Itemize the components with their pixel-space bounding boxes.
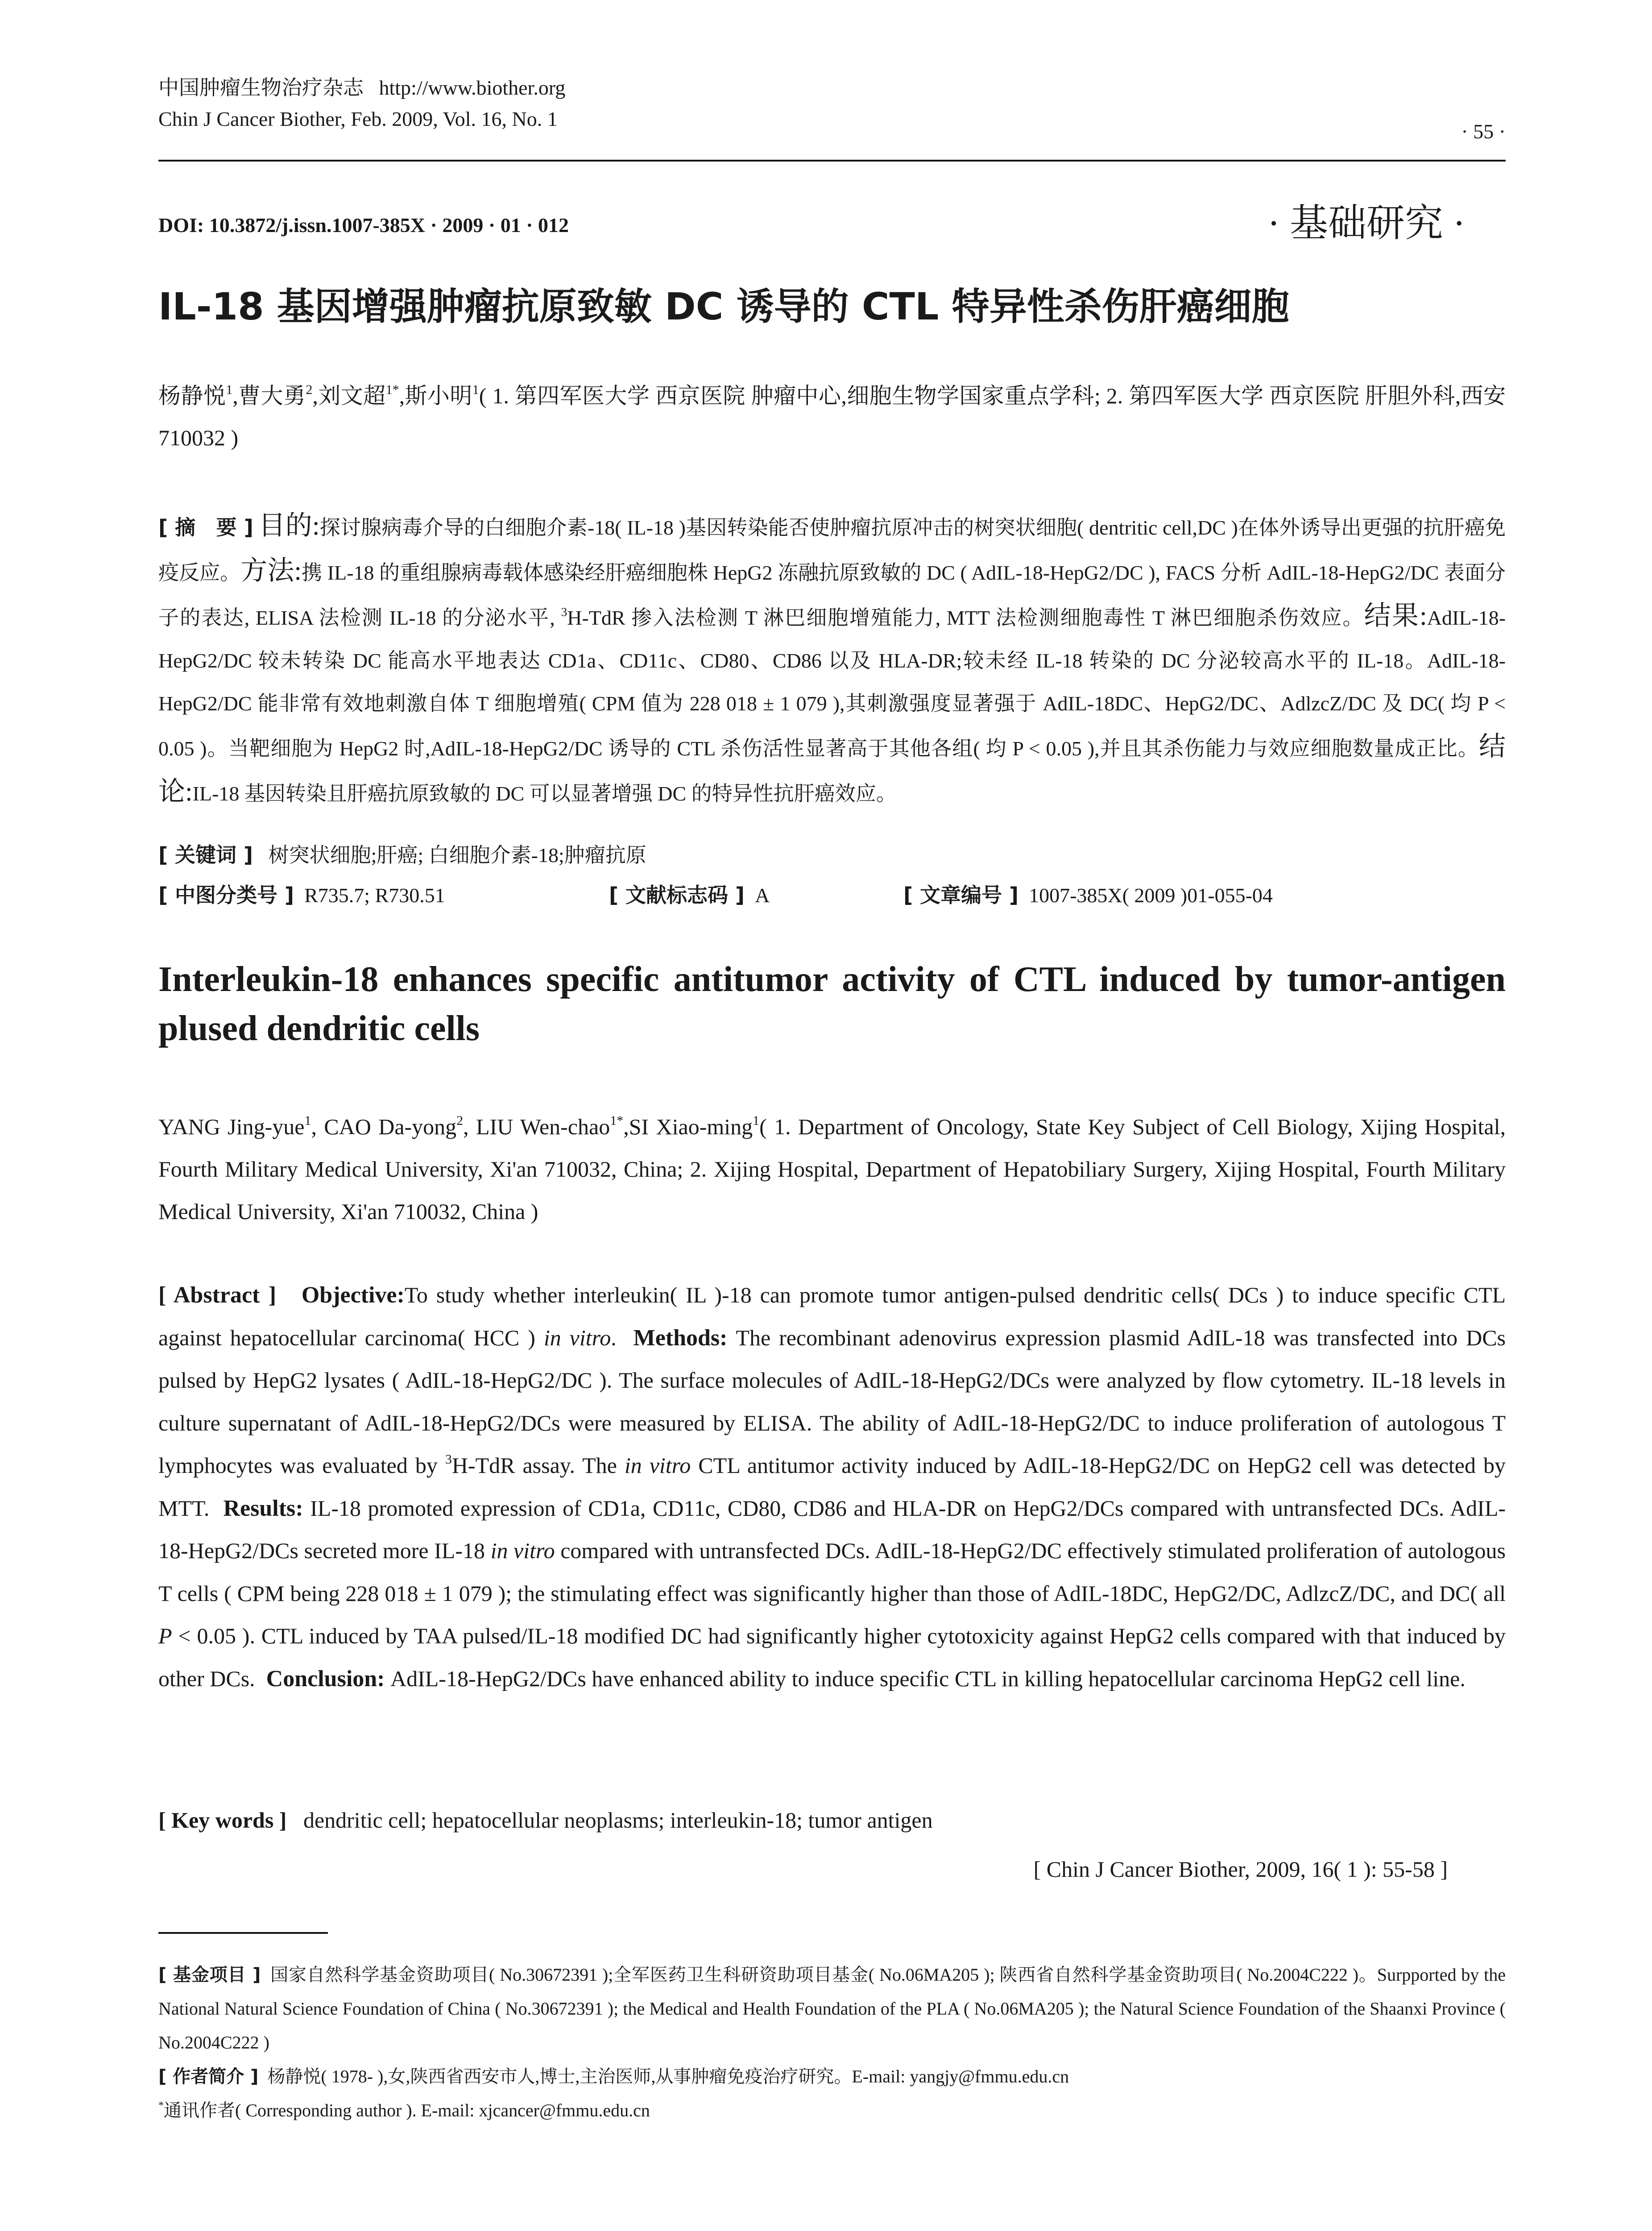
methods-text-en-b: H-TdR assay. The — [451, 1453, 625, 1478]
doi: DOI: 10.3872/j.issn.1007-385X · 2009 · 01 · 012 — [158, 214, 569, 236]
objective-label-en: Objective: — [301, 1282, 405, 1308]
author-sup: 1 — [472, 382, 479, 397]
author-bio-text: 杨静悦( 1978- ),女,陕西省西安市人,博士,主治医师,从事肿瘤免疫治疗研究。E-mail: yangjy@fmmu.edu.cn — [267, 2066, 1069, 2086]
author-sup: 1 — [226, 382, 233, 397]
results-label-cn: 结果: — [1364, 601, 1427, 630]
clc-label: [ 中图分类号 ] — [158, 883, 294, 907]
corresponding-text: 通讯作者( Corresponding author ). E-mail: xjcancer@fmmu.edu.cn — [164, 2100, 650, 2120]
author-sup: 2 — [456, 1113, 464, 1128]
keywords-cn — [158, 839, 646, 868]
keywords-en-value: dendritic cell; hepatocellular neoplasms; interleukin-18; tumor antigen — [303, 1808, 933, 1833]
author-name: CAO Da-yong — [324, 1114, 457, 1139]
abstract-en — [158, 1274, 1506, 1700]
document-code — [609, 879, 770, 908]
methods-text-en: The recombinant adenovirus expression plasmid AdIL-18 was transfected into DCs pulsed by HepG2 lysates ( AdIL-18-HepG2/DC ). The surface molecules of AdIL-18-HepG2/DCs were analyzed by flow cytometry. IL-18 levels in culture supernatant of AdIL-18-HepG2/DCs were measured by ELISA. The ability of AdIL-18-HepG2/DC to induce proliferation of autologous T lymphocytes was evaluated by — [158, 1325, 1506, 1478]
author-name: LIU Wen-chao — [476, 1114, 610, 1139]
header-rule — [158, 160, 1506, 162]
methods-label-cn: 方法: — [240, 556, 302, 585]
results-text-en-b: compared with untransfected DCs. AdIL-18-HepG2/DC effectively stimulated proliferation of autologous T cells ( CPM being 228 018 ± 1 079 ); the stimulating effect was significantly higher than those of AdIL-18DC, HepG2/DC, AdlzcZ/DC, and DC( all — [158, 1538, 1506, 1606]
objective-text-en: To study whether interleukin( IL )-18 can promote tumor antigen-pulsed dendritic cells( DCs ) to induce specific CTL against hepatocellular carcinoma( HCC ) — [158, 1282, 1506, 1350]
author-bio-label: [ 作者简介 ] — [158, 2066, 259, 2087]
author-name: 刘文超 — [318, 383, 386, 408]
keywords-cn-label: [ 关键词 ] — [158, 843, 253, 867]
author-sup: 1 — [753, 1113, 760, 1128]
running-header-en: Chin J Cancer Biother, Feb. 2009, Vol. 16, No. 1 — [158, 108, 558, 130]
author-name: 杨静悦 — [158, 383, 226, 408]
corresponding-mark: * — [158, 2100, 164, 2112]
author-name: 曹大勇 — [238, 383, 306, 408]
footnote-author-bio — [158, 2060, 1506, 2094]
methods-text-en-c: CTL antitumor activity induced by AdIL-18-HepG2/DC on HepG2 cell was detected by MTT. — [158, 1453, 1506, 1521]
article-no-value: 1007-385X( 2009 )01-055-04 — [1029, 884, 1273, 907]
italic-p: P — [158, 1623, 172, 1648]
title-cn: IL-18 基因增强肿瘤抗原致敏 DC 诱导的 CTL 特异性杀伤肝癌细胞 — [158, 285, 1289, 328]
author-name: SI Xiao-ming — [629, 1114, 753, 1139]
results-text-cn: AdIL-18-HepG2/DC 较未转染 DC 能高水平地表达 CD1a、CD11c、CD80、CD86 以及 HLA-DR;较未经 IL-18 转染的 DC 分泌较高水平的 IL-18。AdIL-18-HepG2/DC 能非常有效地刺激自体 T 细胞增殖( CPM 值为 228 018 ± 1 079 ),其刺激强度显著强于 AdIL-18DC、HepG2/DC、AdlzcZ/DC 及 DC( 均 P < 0.05 )。当靶细胞为 HepG2 时,AdIL-18-HepG2/DC 诱导的 CTL 杀伤活性显著高于其他各组( 均 P < 0.05 ),并且其杀伤能力与效应细胞数量成正比。 — [158, 606, 1506, 760]
author-name: YANG Jing-yue — [158, 1114, 305, 1139]
methods-sup-cn: 3 — [561, 605, 567, 619]
authors-en: YANG Jing-yue$^1$, CAO Da-yong$^2$, LIU Wen-chao$^{1*}$,SI Xiao-ming$^1$( 1. Department of Oncology, State Key Subject of Cell Biology, Xijing Hospital, Fourth Military Medical University, Xi'an 710032, China; 2. Xijing Hospital, Department of Hepatobiliary Surgery, Xijing Hospital, Fourth Military Medical University, Xi'an 710032, China ) — [158, 1113, 1506, 1224]
author-sup: 1* — [610, 1113, 624, 1128]
conclusion-label-en: Conclusion: — [266, 1666, 385, 1692]
journal-name-cn: 中国肿瘤生物治疗杂志 — [158, 76, 364, 99]
footnotes — [158, 1958, 1506, 2127]
conclusion-text-cn: IL-18 基因转染且肝癌抗原致敏的 DC 可以显著增强 DC 的特异性抗肝癌效应。 — [192, 782, 897, 805]
abstract-cn — [158, 504, 1506, 815]
results-text-en: IL-18 promoted expression of CD1a, CD11c, CD80, CD86 and HLA-DR on HepG2/DCs compared with untransfected DCs. AdIL-18-HepG2/DCs secreted more IL-18 — [158, 1495, 1506, 1563]
author-sup: 1* — [385, 382, 399, 397]
keywords-en-label: [ Key words ] — [158, 1808, 287, 1833]
conclusion-label-cn: 结论: — [158, 732, 1506, 806]
article-no-label: [ 文章编号 ] — [903, 883, 1019, 907]
keywords-en — [158, 1807, 933, 1833]
affiliation-cn: ( 1. 第四军医大学 西京医院 肿瘤中心,细胞生物学国家重点学科; 2. 第四军医大学 西京医院 肝胆外科,西安 710032 ) — [158, 383, 1528, 450]
section-tag: · 基础研究 · — [1267, 202, 1466, 245]
affiliation-en: ( 1. Department of Oncology, State Key Subject of Cell Biology, Xijing Hospital, Fourth Military Medical University, Xi'an 710032, China; 2. Xijing Hospital, Department of Hepatobiliary Surgery, Xijing Hospital, Fourth Military Medical University, Xi'an 710032, China ) — [158, 1114, 1506, 1224]
objective-text-en-end: . — [611, 1325, 617, 1350]
footnote-corresponding — [158, 2094, 1506, 2127]
journal-url[interactable]: http://www.biother.org — [379, 76, 566, 99]
methods-text-cn: 携 IL-18 的重组腺病毒载体感染经肝癌细胞株 HepG2 冻融抗原致敏的 DC ( AdIL-18-HepG2/DC ), FACS 分析 AdIL-18-HepG2/DC 表面分子的表达, ELISA 法检测 IL-18 的分泌水平, — [158, 561, 1506, 629]
methods-text-cn-b: H-TdR 掺入法检测 T 淋巴细胞增殖能力, MTT 法检测细胞毒性 T 淋巴细胞杀伤效应。 — [567, 606, 1364, 629]
running-header-cn — [158, 71, 565, 101]
funding-text: 国家自然科学基金资助项目( No.30672391 );全军医药卫生科研资助项目基金( No.06MA205 ); 陕西省自然科学基金资助项目( No.2004C222 )。Surpported by the National Natural Science Foundation of China ( No.30672391 ); the Medical and Health Foundation of the PLA ( No.06MA205 ); the Natural Science Foundation of the Shaanxi Province ( No.2004C222 ) — [158, 1965, 1506, 2053]
title-en: Interleukin-18 enhances specific antitumor activity of CTL induced by tumor-antigen plused dendritic cells — [158, 960, 1506, 1048]
italic-in-vitro: in vitro — [490, 1538, 555, 1563]
footnote-rule — [158, 1932, 328, 1934]
clc-number — [158, 879, 445, 908]
italic-in-vitro: in vitro — [543, 1325, 611, 1350]
italic-in-vitro: in vitro — [624, 1453, 691, 1478]
objective-text-cn: 探讨腺病毒介导的白细胞介素-18( IL-18 )基因转染能否使肿瘤抗原冲击的树突状细胞( dentritic cell,DC )在体外诱导出更强的抗肝癌免疫反应。 — [158, 516, 1506, 584]
conclusion-text-en: AdIL-18-HepG2/DCs have enhanced ability to induce specific CTL in killing hepatocellular carcinoma HepG2 cell line. — [390, 1666, 1466, 1691]
keywords-cn-value: 树突状细胞;肝癌; 白细胞介素-18;肿瘤抗原 — [268, 844, 646, 867]
citation: [ Chin J Cancer Biother, 2009, 16( 1 ): 55-58 ] — [1033, 1857, 1448, 1882]
funding-label: [ 基金项目 ] — [158, 1965, 261, 1985]
methods-label-en: Methods: — [633, 1325, 728, 1351]
doc-code-label: [ 文献标志码 ] — [609, 883, 745, 907]
authors-cn: 杨静悦$^1$,曹大勇$^2$,刘文超$^{1*}$,斯小明$^1$( 1. 第四军医大学 西京医院 肿瘤中心,细胞生物学国家重点学科; 2. 第四军医大学 西京医院 肝胆外科,西安 710032 ) — [158, 382, 1528, 450]
methods-sup-en: 3 — [445, 1452, 452, 1467]
author-name: 斯小明 — [405, 383, 472, 408]
abstract-cn-label: [ 摘 要 ] — [158, 515, 253, 539]
results-label-en: Results: — [223, 1495, 303, 1521]
clc-value: R735.7; R730.51 — [304, 884, 445, 907]
article-number — [903, 879, 1273, 908]
author-sup: 1 — [304, 1113, 311, 1128]
footnote-funding — [158, 1958, 1506, 2060]
results-text-en-c: < 0.05 ). CTL induced by TAA pulsed/IL-18 modified DC had significantly higher cytotoxicity against HepG2 cells compared with that induced by other DCs. — [158, 1623, 1506, 1691]
page-number: · 55 · — [1461, 120, 1506, 143]
author-sup: 2 — [306, 382, 313, 397]
objective-label-cn: 目的: — [258, 511, 320, 540]
abstract-en-label: [ Abstract ] — [158, 1282, 277, 1308]
doc-code-value: A — [755, 884, 770, 907]
